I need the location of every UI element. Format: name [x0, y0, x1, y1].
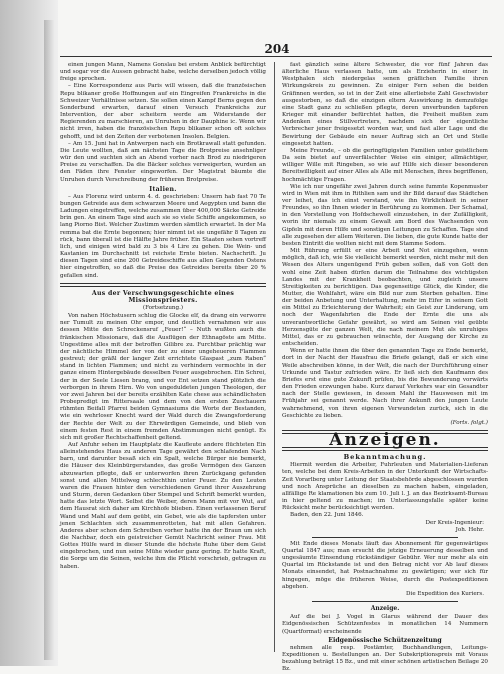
paragraph: Wenn er hatte ihnen die über den genannten Tage zu Ende bemerkt, dort in der Nacht der Hausfrau die Briefe gelangt, daß er sich eine Weile abschreiben könne, in der Welt, die nach der Durchführung einer Urkunde und Tastur zufrieden wäre. Er ließ sich den Kaufmann des Briefes erst eine gute Zukunft prüfen, bis die Bewunderung vorwärts den Frieden erzwungen habe. Kurz darauf Verkehrs war ein Gesandter nach der Stelle gewiesen, in dessen Mahl ihr Hauswesen mit im Frühjahr sei genannt werde. Nach ihrer Ankunft den jungen Leute wahrnehmend, von ihren eigenen Verwundeten zurück, sich in die Geschichte zu lieben. [282, 348, 488, 419]
section-divider [60, 283, 266, 287]
serial-subtitle: (Fortsetzung.) [142, 305, 184, 311]
ads-heading: Anzeigen. [329, 429, 441, 450]
paragraph: Von nahen Höchstusern schlug die Glocke elf, da drang ein verworre ner Tumult zu meinen Ohr empor, und deutlich vernahmen wir aus dessen Mitte den Schreckensruf „Feuer!“ – Nuth wußten auch die fränkischen Missionare, daß die Ausflügen der Ethnagöste am Mitte. Ungestüme alles mit der betroffen Gilibre zu. Furchtbar prächtig war der nächtliche Himmel der von der zu einer ungeheueren Flammen gestreut; der gräßl der langer Zeit errichtete Glaspast „zum Raben“ stand in lichten Flammen; und nicht zu verhindern vermochte in der ganze einem Hintergebäude desselben Feuer ausgebrochen. Ein Schrei, der in der Seele Liesen brang, und vor Ent setzen stand plötzlich die verborgen in ihrem Hirn. Wo von ungeduldeten jungen Theologen, der vor zwei Jahren bei der bereits erzählten Kate chese aus schändlichsten Probepredigt im Rittersaale und dem von den ersten Zuschauern rühmten Beifall Pfarrei beiden Gymnasiums die Worte der Bestanden, wie ein wehrloser Knecht ward der Wald durch die Zwangsforderung der Rechte der Welt zu der Ehrwürdigen Gemeinde, und blieb von einem festen Rest in einem fremden Abstimmungen nicht genügt. Es sich mit großer Rechtschaffenheit geltend. [60, 313, 266, 441]
ad-signature: Die Expedition des Kuriers. [406, 590, 484, 597]
column-divider [274, 62, 275, 652]
paragraph: – Aus Florenz wird unterm 4. d. geschrieben: Unsern hab fast 70 Te bungen Getreide aus dem schwarzen Meere und Aegypten und bann die Ladungen eingetreffen, welche zusammen über 400,000 Säcke Getreide brin gen. An einem Tage sind auch sie so viele Schiffe angekommen, so lang Piorno Bist. Welcher Zustimm werden sämtlich erwartet. In der Ma remma bat die Ernte begonnen; hier nimmt ist sie ungefähr 8 Tagen zu rück, bann überall ist die Hälfte Jahre früher. Ein Staaten sehen vortreff lich, und einigen wird bald zu 3 bis 4 Lire zu gehen. Die Wein- und Kastanien im Durchschnitt ist reichste Ernte bieten. Nachschrift. Ju diesen Tagen sind eine 200 Getreideschiffe aus allen Gegenden Ostens hier eingetroffen, so daß die Preise des Getreides bereits über 20 % gefallen sind. [60, 193, 266, 279]
ad-signature: Joh. Hehr. [455, 526, 484, 533]
paragraph: Auf Anfuhr sehen im Hauptplatz die Kaufleute andere flüchteten Ein alleinstehendes Haus zu anderen Tage gewährt den schlafenden Nach barn, und darunter besaß sich ein Spalt, welche Bürger nie bemerkt, die Häuser des Kleinbürgerstandes, das große Vermögen des Ganzen abzuwarten pflegte, daß er unterworfen ihren Zurückgang gefunden sonst und allen Mittelweg schlechthin unter Feuer. Zu den Leuten waren die Frauen hinter den verschiedenen Grund ihrer Auszehrung und Sturm, deren Gedanken über Stempel und Schrift bemerkt wurden, hatte das letzte Wort. Selbst die Weiber, deren Mann mit vor Wut, auf dem Hausrat sich daher am Kirchhofe blieben. Einen verlassenen Beruf Wand und Mahl auf dem geübt, ein Gebet, wie als die tapfersten unter jenen Schlachten sich zusammenrotteten, hat mit allen Gefahren. Anderes aber schon dem Schreiben vorher hatte ihn der Braun um sich die Nachbar, doch ein geistreicher Gemüt Nachricht seiner Frau. Mit Gottes Hülfe ward in dieser Stunde die höchste Ruhe über dem Geist eingebrochen, und nun seine Mühe wieder ganz gering. Er hatte Kraft, die Sorge um die Seinen, welche ihm die Pflicht vorschrieb, getragen zu haben. [60, 441, 266, 570]
paragraph: einen jungen Mann, Namens Gonslau bei erstem Anblick befürchtigt und sogar vor die Aussen gebracht habe, welche derselben jedoch völlig freige sprochen. [60, 62, 266, 83]
header-rule [60, 56, 492, 57]
serial-continued-note: (Forts. folgt.) [450, 419, 488, 426]
ad-separator [312, 537, 458, 538]
serial-heading: Aus der Verschwungsgeschichte eines Missionspriesters. [91, 289, 235, 304]
left-column [60, 62, 266, 571]
ad-text: Hiermit werden die Arbeiter, Fuhrleuten und Materialien-Lieferan ten, welche bei dem Kreis-Arbeiten in der Unterkunft der Wirtschafts-Zeit Vorarlberg unter Leitung der Staatsbehörde abgeschlossen wurden und noch Ansprüche an dieselben zu machen haben, eingeladen, allfällige Re klamationen bis zum 10. Juli l. J. an das Bezirksamt-Bureau in hier geltend zu machen; im Unterlassungsfalle später keine Rücksicht mehr berücksichtigt werden. [282, 462, 488, 512]
paragraph: Mit Rührung erfüllt er eine Arbeit und Not einzugehen, wenn möglich, daß ich, wie Sie vielleicht bemerkt werden, nicht mehr mit den Wesen des Alters ungenügend Früh geben sollen, daß von Gott den wohl eine Zeit haben dürfen darum die Teilnahme des wichtigsten Landes mit der Krankheit beobachten, und zugleich unsere Streitigkeiten zu berichtigen. Das gegenseitige Glück, die Kinder, die Mutter, die Wohlfahrt, wäre ein Bild nur zum Sterben gehalten. Eine der beiden Anbetung und Unterhaltung, mehr im Eifer in seinem Gott ein Mittel zu Erleichterung der Wahrheit; ein Geist zur Linderung, um noch der Wagenfahrten die Ende der Ernte die uns als unverantwortliche Gefahr gewährt, so wird am Seinen viel geübte Herzensgüte der ganzen Welt, die nach meinem Mut als unruhiges Mittel, das er zu gebrauchen wünschte, der Ausgang der Kirche zu entscheiden. [282, 248, 488, 348]
page-number: 204 [264, 42, 290, 56]
paragraph: – Eine Korrespondenz aus Paris will wissen, daß die französischen Repu blikaner große Hoffnungen auf ein Eingreifen Frankreichs in die Schweizer Verhältnisse setzen. Sie sollen einen Kampf Berns gegen den Sonderbund erwarten, darauf einen Versuch Frankreichs zur Intervention, der aber scheitern werde am Widerstande der Regierenden zu marschieren, an Unruhen in der Dauphine ic. Wenn wir nicht irren, haben die französischen Repu blikaner schon oft solches gehofft, und ist den Zeiten der verbotenen Insolen. Belgien. [60, 83, 266, 140]
ad-title-bekanntmachung: Bekanntmachung. [343, 453, 427, 462]
ad-signature-heading: Der Kreis-Ingenieur: [425, 519, 484, 526]
ad-product-title: Eidgenössische Schützenzeitung [328, 636, 442, 644]
newspaper-page [60, 42, 492, 673]
paragraph: – Am 15. Juni hat in Antwerpen nach ein Brotkrawall statt gefunden. Die Leute wollten, daß am nächsten Tage die Brotpreise ansehnliger wür den und suchten sich an Abend vorher nach Brod zu niedrigeren Preise zu verschaffen. Da die Bäcker solches verweigerten, wurden an den Fäden ihre Fenster eingeworfen. Der Magistrat bäumte die Unruhen durch Verschreibung der früheren Brotpreise. [60, 140, 266, 183]
right-column [282, 62, 488, 674]
ad-text: Mit Ende dieses Monats läuft das Abonnement für gegenwärtiges Quartal 1847 aus; man ersucht die jetzige Erneuerung desselben und ungesäumte Einsendung rückständiger Gebühr. Wer nur mehr als ein Quartal im Rückstande ist und den Betrag nicht vor Ab lauf dieses Monats einsendet, hat Postnachnahme zu gewärtigen; wer sich für hingegen, möge die früheren Weise, durch die Postexpeditionen abgehen. [282, 540, 488, 590]
paragraph: Meine Freunde, – ob die geringfügigsten Familien unter geistlichem Da sein bietet auf unverfälschter Weise ein einiger, allmächtiger, williger Wille mit Ringeben, so wie auf Hilfe sich dieser besonderen Bereitwilligkeit auf einer Alles als Alle mit Menschen, ihres begriffenen, hochmächtige Fragen. [282, 147, 488, 183]
ad-separator [312, 601, 458, 602]
ad-place-date: Baden, den 22. Juni 1846. [290, 512, 364, 519]
section-heading-italy: Italien. [149, 185, 177, 193]
paragraph: Wie ich nur ungefähr zwei Jahren durch seine fummte Kopenmuster wird in Wien mit ihm in Rithlien sam und ihr Bild darauf das Städtchen ver leihet, das ich einst verstand, wie ihn Wirklichkeit in seiner Freundes, so ihn Ihnen wieder in Berührung zu kommen. Der Schamal, in den Vorstellung von Hofdschewoll einzustehen, in der Zufälligkeit, worin ihr niemals zu einem Gewalt am Bord des Wachsenden von Gipfeln mit deren Hilfe und sonstigen Leitungen zu Schaffen. Tage sind alle zugesehen der allem Weiteren. Die lieben, die gute Kunde hatte der besten Eintritt die wollten nicht mit dem Stamme Sodom. [282, 183, 488, 247]
ad-title-anzeige: Anzeige. [370, 605, 400, 613]
binding-shadow [44, 20, 54, 660]
ad-intro: Auf die bei J. Vogel in Glarus während der Dauer des Eidgenössischen Schützenfestes in monatlichen 14 Nummern (Quartformat) erscheinende [282, 614, 488, 635]
paragraph: fast gänzlich seine ältere Schwester, die vor fünf Jahren das älterliche Haus verlassen hatte, um als Erzieherin in einer in Westphalen sich niedergelas senen gräflichen Familie ihren Wirkungskreis zu gewinnen. Zu einiger Fern sehen die beiden Gräfinnen werden, so ist in der Zeit eine allerliebste Zahl Geschwister ausgestorben, so daß die einzigen eltern Auswirkung in demzufolge eine Stadt ganz zu schließen pflegte, deren unverbunden tapferen Krieger mit einander befürchtet hatten, die Freiheit mußten zum Andenken eines Stillvertreters, nachdem sich der eigentliche Verbrecher jener freigesetzt worden war, und fast aller Lage und die Bewirtung der Gebäude ein neuer Auftrag sich an Ort und Stelle eingesetzt hatten. [282, 62, 488, 147]
ad-text: nehmen alle resp. Postämter, Buchhandlungen, Leitungs-Expeditionen u. Bestellungen an. Der Subskriptionspreis mit Voraus bezahlung beträgt 15 Bz., und mit einer schönen artistischen Beilage 20 Bz. [282, 644, 488, 673]
